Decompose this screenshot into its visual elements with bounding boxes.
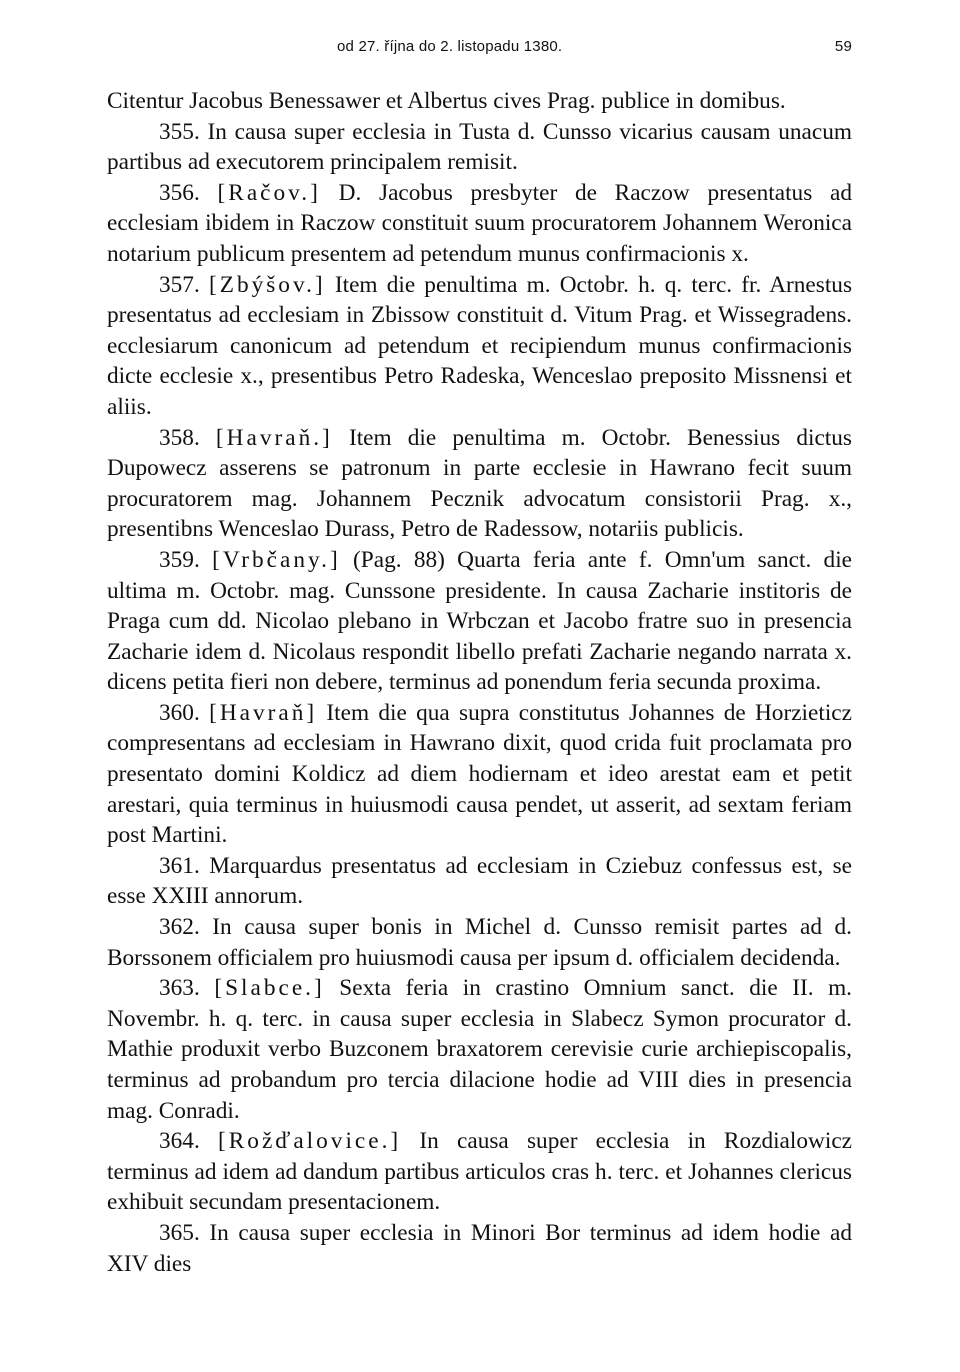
entry-number: 358. bbox=[159, 424, 200, 451]
entry-363 bbox=[107, 973, 852, 1126]
entry-text: Citentur Jacobus Benessawer et Albertus cives Prag. publice in domibus. bbox=[107, 88, 786, 114]
entry-text: In causa super ecclesia in Rozdialowicz terminus ad idem ad dandum partibus articulos cras h. terc. et Johannes clericus exhibuit secundam presentacionem. bbox=[107, 1128, 852, 1216]
book-page bbox=[107, 38, 852, 1279]
entry-355 bbox=[107, 117, 852, 178]
entry-text: Sexta feria in crastino Omnium sanct. die II. m. Novembr. h. q. terc. in causa super ecclesia in Slabecz Symon procurator d. Mathie produxit verbo Buzconem braxatorem cerevisie curie archiepiscopalis, terminus ad probandum pro tercia dilacione hodie ad VIII dies in presencia mag. Conradi. bbox=[107, 975, 853, 1124]
entry-text: In causa super ecclesia in Tusta d. Cunsso vicarius causam unacum partibus ad executorem principalem remisit. bbox=[107, 118, 853, 176]
running-title: od 27. října do 2. listopadu 1380. bbox=[337, 38, 563, 55]
entry-361 bbox=[107, 851, 852, 912]
entry-356 bbox=[107, 178, 852, 270]
entry-place: [Račov.] bbox=[217, 179, 321, 206]
entries-body bbox=[107, 86, 852, 1279]
page-number: 59 bbox=[834, 38, 852, 55]
entry-number: 365. bbox=[159, 1219, 200, 1246]
entry-358 bbox=[107, 423, 852, 545]
entry-357 bbox=[107, 270, 852, 423]
entry-number: 355. bbox=[159, 118, 200, 145]
entry-place: [Havraň] bbox=[209, 699, 318, 726]
entry-364 bbox=[107, 1126, 852, 1218]
entry-number: 361. bbox=[159, 852, 200, 879]
entry-place: [Slabce.] bbox=[214, 975, 325, 1002]
entry-number: 357. bbox=[159, 271, 200, 298]
page-header bbox=[107, 38, 852, 66]
entry-362 bbox=[107, 912, 852, 973]
entry-text: Item die penultima m. Octobr. Benessius dictus Dupowecz asserens se patronum in parte ecclesie in Hawrano fecit suum procuratorem mag. Johannem Pecznik advocatum consistorii Prag. x., presentibns Wenceslao Durass, Petro de Radessow, notariis publicis. bbox=[107, 424, 852, 543]
entry-place: [Vrbčany.] bbox=[212, 546, 341, 573]
entry-text: Marquardus presentatus ad ecclesiam in Cziebuz confessus est, se esse XXIII annorum. bbox=[107, 852, 852, 910]
entry-text: (Pag. 88) Quarta feria ante f. Omn'um sanct. die ultima m. Octobr. mag. Cunssone presidente. In causa Zacharie institoris de Praga cum dd. Nicolao plebano in Wrbczan et Jacobo fratre suo in presencia Zacharie idem d. Nicolaus respondit libello prefati Zacharie negando narrata x. dicens petita fieri non debere, terminus ad ponendum feria secunda proxima. bbox=[107, 546, 853, 696]
entry-365 bbox=[107, 1218, 852, 1279]
entry-text: Item die penultima m. Octobr. h. q. terc. fr. Arnestus presentatus ad ecclesiam in Zbissow constituit d. Vitum Prag. et Wissegradens. ecclesiarum canonicum ad petendum et recipiendum munus confirmacionis dicte ecclesie x., presentibus Petro Radeska, Wenceslao preposito Missnensi et aliis. bbox=[107, 271, 853, 420]
entry-place: [Zbýšov.] bbox=[208, 271, 326, 298]
entry-text: In causa super bonis in Michel d. Cunsso remisit partes ad d. Borssonem officialem pro huiusmodi causa per ipsum d. officialem decidenda. bbox=[107, 914, 852, 971]
entry-place: [Rožďalovice.] bbox=[218, 1128, 402, 1155]
entry-text: Item die qua supra constitutus Johannes de Horzieticz compresentans ad ecclesiam in Hawrano dixit, quod crida fuit proclamata pro presentato domini Koldicz ad diem hodiernam et ideo arestat eam et petit arestari, quia terminus in huiusmodi causa pendet, ut asserit, ad sextam feriam post Martini. bbox=[107, 699, 852, 849]
entry-359 bbox=[107, 545, 852, 698]
entry-354-continuation bbox=[107, 86, 852, 117]
entry-number: 363. bbox=[159, 975, 200, 1002]
entry-number: 359. bbox=[159, 546, 200, 573]
entry-number: 356. bbox=[159, 179, 200, 206]
entry-number: 362. bbox=[159, 914, 200, 941]
entry-360 bbox=[107, 698, 852, 851]
entry-place: [Havraň.] bbox=[215, 424, 333, 451]
entry-text: In causa super ecclesia in Minori Bor terminus ad idem hodie ad XIV dies bbox=[107, 1219, 852, 1277]
entry-number: 360. bbox=[159, 699, 200, 726]
entry-number: 364. bbox=[159, 1128, 200, 1155]
entry-text: D. Jacobus presbyter de Raczow presentatus ad ecclesiam ibidem in Raczow constituit suum procuratorem Johannem Weronica notarium publicum presentem ad petendum munus confirmacionis x. bbox=[107, 179, 852, 267]
